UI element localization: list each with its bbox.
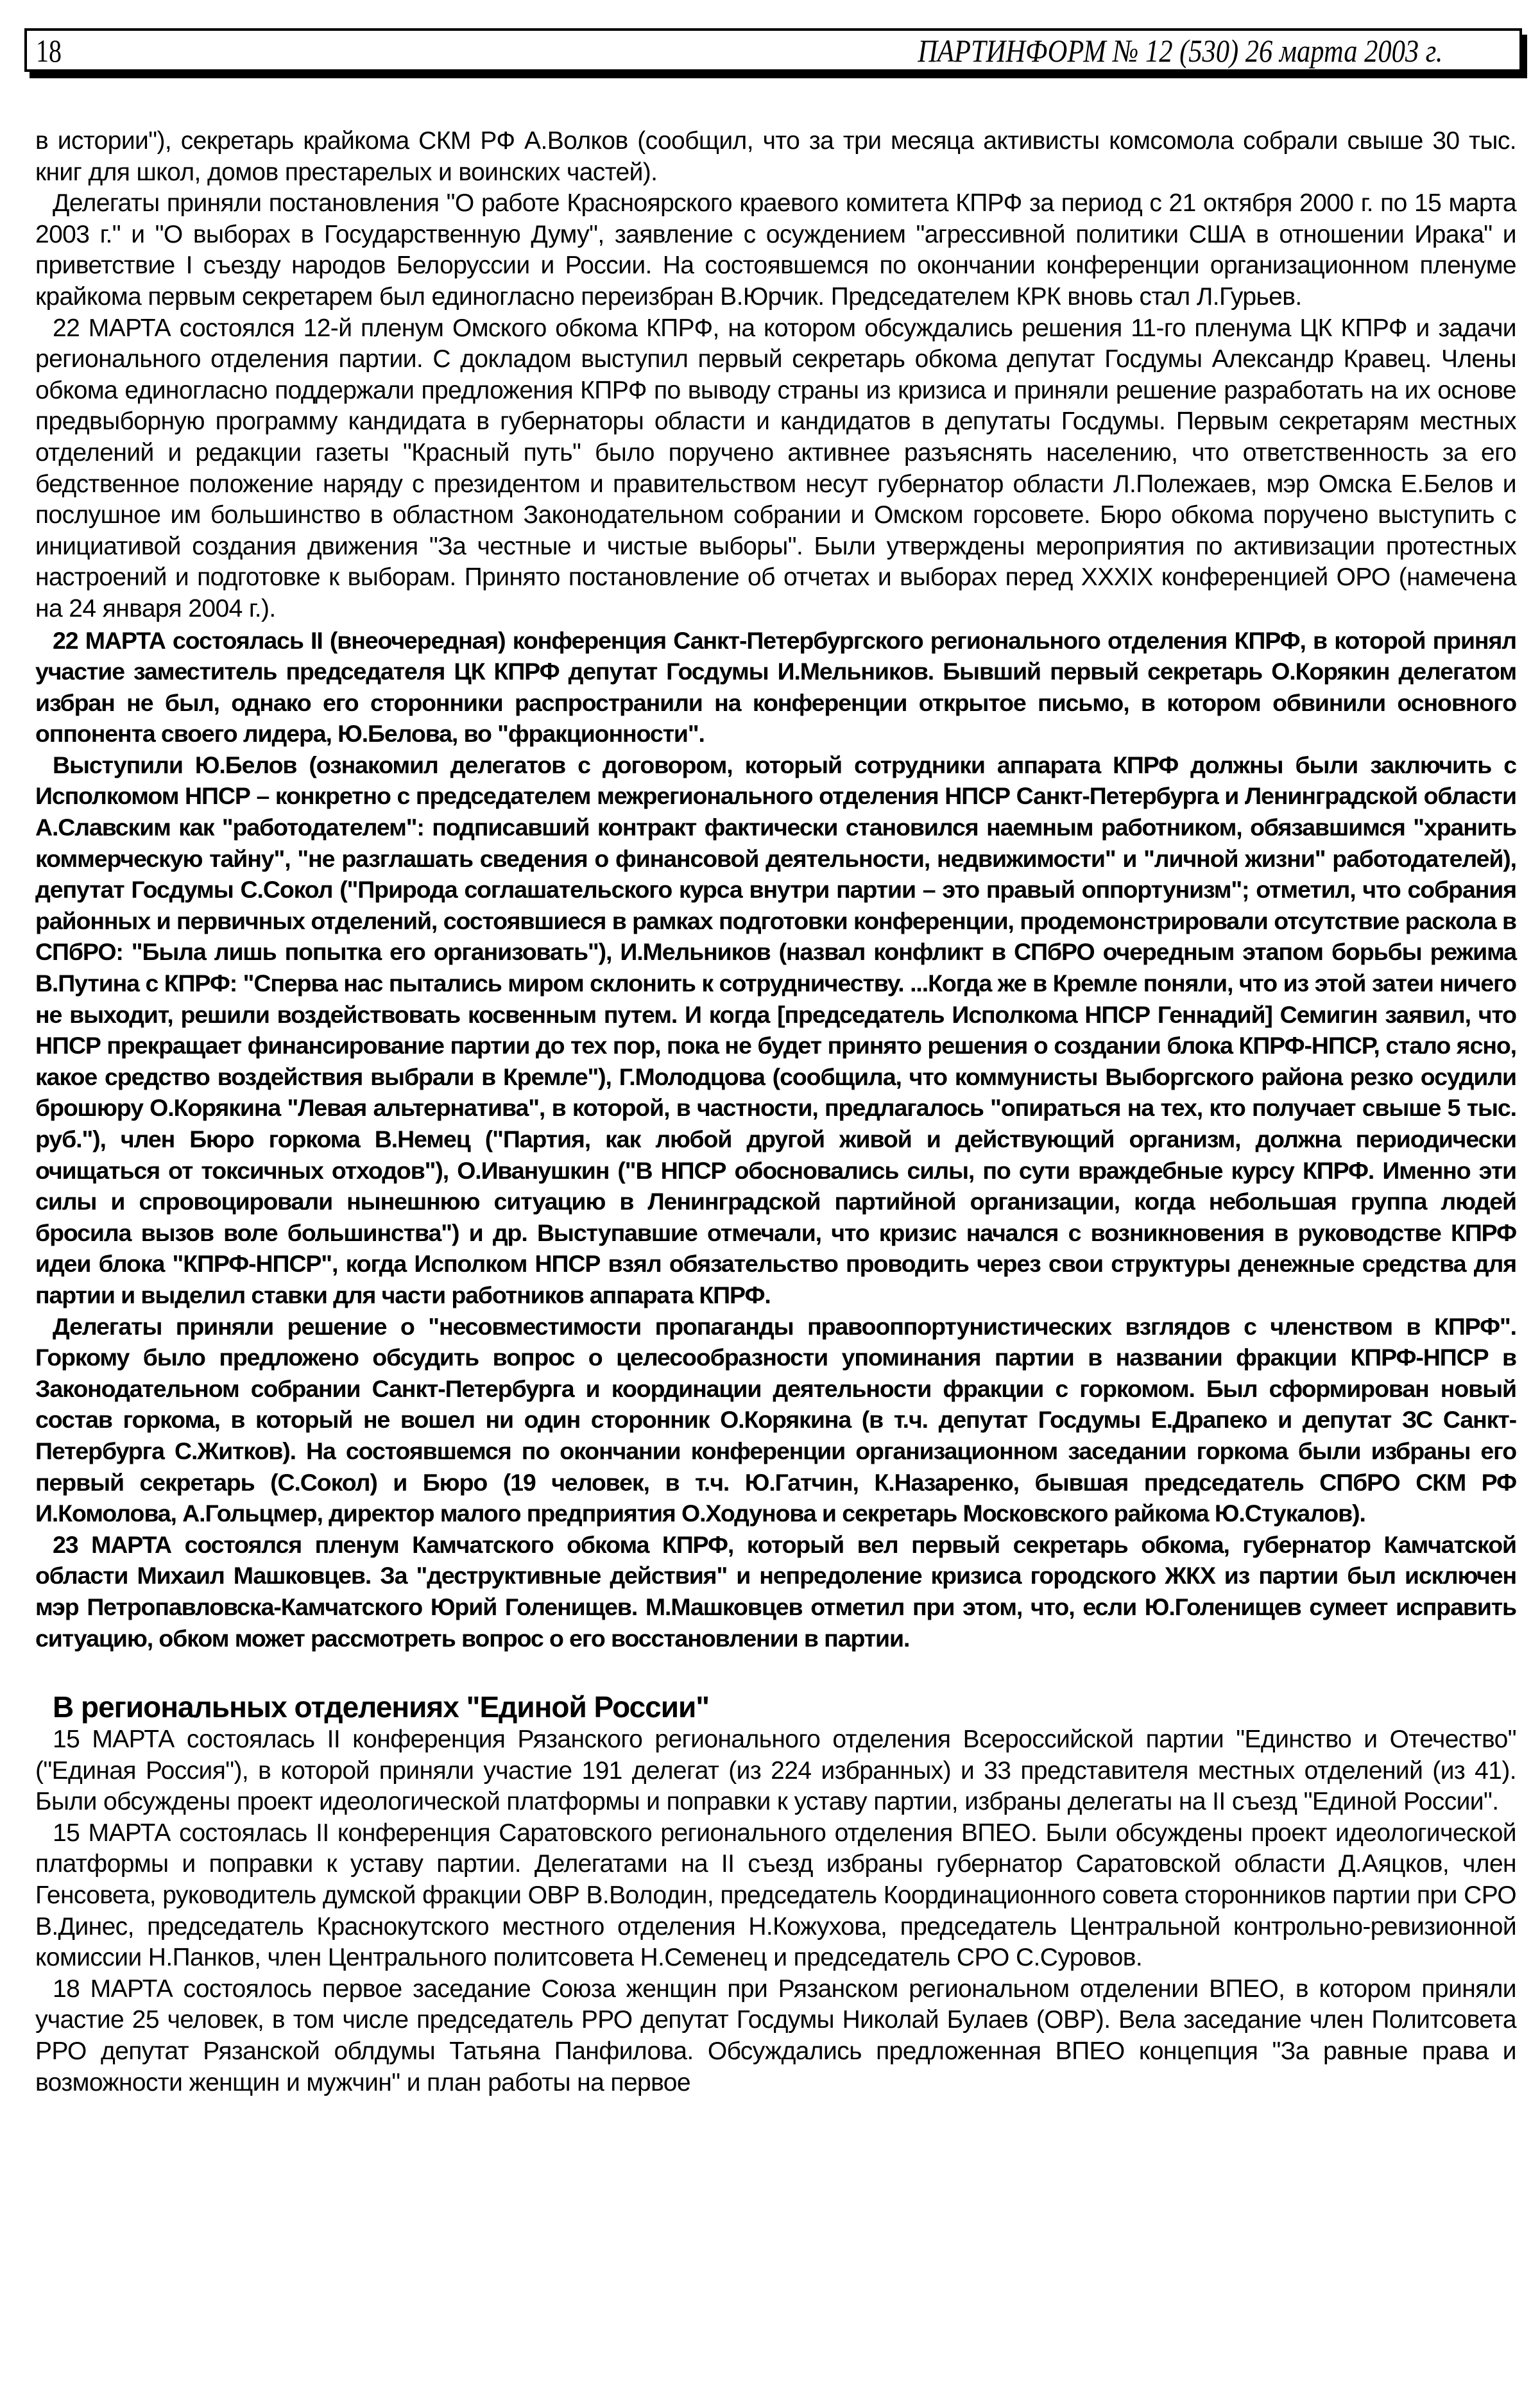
page-number: 18: [36, 33, 62, 69]
article-body: [35, 126, 1516, 2098]
section-heading: В региональных отделениях "Единой России": [53, 1690, 710, 1724]
paragraph: в истории"), секретарь крайкома СКМ РФ А.Волков (сообщил, что за три месяца активисты комсомола собрали свыше 30 тыс. книг для школ, домов престарелых и воинских частей).: [35, 127, 1516, 186]
publication-title: ПАРТИНФОРМ № 12 (530) 26 марта 2003 г.: [917, 33, 1442, 69]
paragraph: 22 МАРТА состоялся 12-й пленум Омского обкома КПРФ, на котором обсуждались решения 11-го пленума ЦК КПРФ и задачи регионального отделения партии. С докладом выступил первый секретарь обкома депутат Госдумы Александр Кравец. Члены обкома единогласно поддержали предложения КПРФ по выводу страны из кризиса и приняли решение разработать на их основе предвыборную программу кандидата в губернаторы области и кандидатов в депутаты Госдумы. Первым секретарям местных отделений и редакции газеты "Красный путь" было поручено активнее разъяснять населению, что ответственность за его бедственное положение наряду с президентом и правительством несут губернатор области Л.Полежаев, мэр Омска Е.Белов и послушное им большинство в областном Законодательном собрании и Омском горсовете. Бюро обкома поручено выступить с инициативой создания движения "За честные и чистые выборы". Были утверждены мероприятия по активизации протестных настроений и подготовке к выборам. Принято постановление об отчетах и выборах перед XXXIX конференцией ОРО (намечена на 24 января 2004 г.).: [35, 314, 1516, 622]
paragraph: 22 МАРТА состоялась II (внеочередная) конференция Санкт-Петербургского регионального отделения КПРФ, в которой принял участие заместитель председателя ЦК КПРФ депутат Госдумы И.Мельников. Бывший первый секретарь О.Корякин делегатом избран не был, однако его сторонники распространили на конференции открытое письмо, в котором обвинили основного оппонента своего лидера, Ю.Белова, во "фракционности".: [35, 626, 1516, 748]
paragraph: Делегаты приняли решение о "несовместимости пропаганды правооппортунистических взглядов с членством в КПРФ". Горкому было предложено обсудить вопрос о целесообразности упоминания партии в названии фракции КПРФ-НПСР в Законодательном собрании Санкт-Петербурга и координации деятельности фракции с горкомом. Был сформирован новый состав горкома, в который не вошел ни один сторонник О.Корякина (в т.ч. депутат Госдумы Е.Драпеко и депутат ЗС Санкт-Петербурга С.Житков). На состоявшемся по окончании конференции организационном заседании горкома были избраны его первый секретарь (С.Сокол) и Бюро (19 человек, в т.ч. Ю.Гатчин, К.Назаренко, бывшая председатель СПбРО СКМ РФ И.Комолова, А.Гольцмер, директор малого предприятия О.Ходунова и секретарь Московского райкома Ю.Стукалов).: [35, 1312, 1516, 1527]
paragraph: Выступили Ю.Белов (ознакомил делегатов с договором, который сотрудники аппарата КПРФ должны были заключить с Исполкомом НПСР – конкретно с председателем межрегионального отделения НПСР Санкт-Петербурга и Ленинградской области А.Славским как "работодателем": подписавший контракт фактически становился наемным работником, обязавшимся "хранить коммерческую тайну", "не разглашать сведения о финансовой деятельности, недвижимости" и "личной жизни" работодателей), депутат Госдумы С.Сокол ("Природа соглашательского курса внутри партии – это правый оппортунизм"; отметил, что собрания районных и первичных отделений, состоявшиеся в рамках подготовки конференции, продемонстрировали отсутствие раскола в СПбРО: "Была лишь попытка его организовать"), И.Мельников (назвал конфликт в СПбРО очередным этапом борьбы режима В.Путина с КПРФ: "Сперва нас пытались миром склонить к сотрудничеству. ...Когда же в Кремле поняли, что из этой затеи ничего не выходит, решили воздействовать косвенным путем. И когда [председатель Исполкома НПСР Геннадий] Семигин заявил, что НПСР прекращает финансирование партии до тех пор, пока не будет принято решения о создании блока КПРФ-НПСР, стало ясно, какое средство воздействия выбрали в Кремле"), Г.Молодцова (сообщила, что коммунисты Выборгского района резко осудили брошюру О.Корякина "Левая альтернатива", в которой, в частности, предлагалось "опираться на тех, кто получает свыше 5 тыс. руб."), член Бюро горкома В.Немец ("Партия, как любой другой живой и действующий организм, должна периодически очищаться от токсичных отходов"), О.Иванушкин ("В НПСР обосновались силы, по сути враждебные курсу КПРФ. Именно эти силы и спровоцировали нынешнюю ситуацию в Ленинградской партийной организации, когда небольшая группа людей бросила вызов воле большинства") и др. Выступавшие отмечали, что кризис начался с возникновения в руководстве КПРФ идеи блока "КПРФ-НПСР", когда Исполком НПСР взял обязательство проводить через свои структуры денежные средства для партии и выделил ставки для части работников аппарата КПРФ.: [35, 751, 1516, 1308]
paragraph: 23 МАРТА состоялся пленум Камчатского обкома КПРФ, который вел первый секретарь обкома, губернатор Камчатской области Михаил Машковцев. За "деструктивные действия" и непредоление кризиса городского ЖКХ из партии был исключен мэр Петропавловска-Камчатского Юрий Голенищев. М.Машковцев отметил при этом, что, если Ю.Голенищев сумеет исправить ситуацию, обком может рассмотреть вопрос о его восстановлении в партии.: [35, 1530, 1516, 1652]
paragraph: 18 МАРТА состоялось первое заседание Союза женщин при Рязанском региональном отделении ВПЕО, в котором приняли участие 25 человек, в том числе председатель РРО депутат Госдумы Николай Булаев (ОВР). Вела заседание член Политсовета РРО депутат Рязанской облдумы Татьяна Панфилова. Обсуждались предложенная ВПЕО концепция "За равные права и возможности женщин и мужчин" и план работы на первое: [35, 1975, 1516, 2096]
paragraph: Делегаты приняли постановления "О работе Красноярского краевого комитета КПРФ за период с 21 октября 2000 г. по 15 марта 2003 г." и "О выборах в Государственную Думу", заявление с осуждением "агрессивной политики США в отношении Ирака" и приветствие I съезду народов Белоруссии и России. На состоявшемся по окончании конференции организационном пленуме крайкома первым секретарем был единогласно переизбран В.Юрчик. Председателем КРК вновь стал Л.Гурьев.: [35, 189, 1516, 311]
paragraph: 15 МАРТА состоялась II конференция Рязанского регионального отделения Всероссийской партии "Единство и Отечество" ("Единая Россия"), в которой приняли участие 191 делегат (из 224 избранных) и 33 представителя местных отделений (из 41). Были обсуждены проект идеологической платформы и поправки к уставу партии, избраны делегаты на II съезд "Единой России".: [35, 1726, 1516, 1816]
page-header: [24, 28, 1522, 72]
paragraph: 15 МАРТА состоялась II конференция Саратовского регионального отделения ВПЕО. Были обсуждены проект идеологической платформы и поправки к уставу партии. Делегатами на II съезд избраны губернатор Саратовской области Д.Аяцков, член Генсовета, руководитель думской фракции ОВР В.Володин, председатель Координационного совета сторонников партии при СРО В.Динес, председатель Краснокутского местного отделения Н.Кожухова, председатель Центральной контрольно-ревизионной комиссии Н.Панков, член Центрального политсовета Н.Семенец и председатель СРО С.Суровов.: [35, 1819, 1516, 1972]
